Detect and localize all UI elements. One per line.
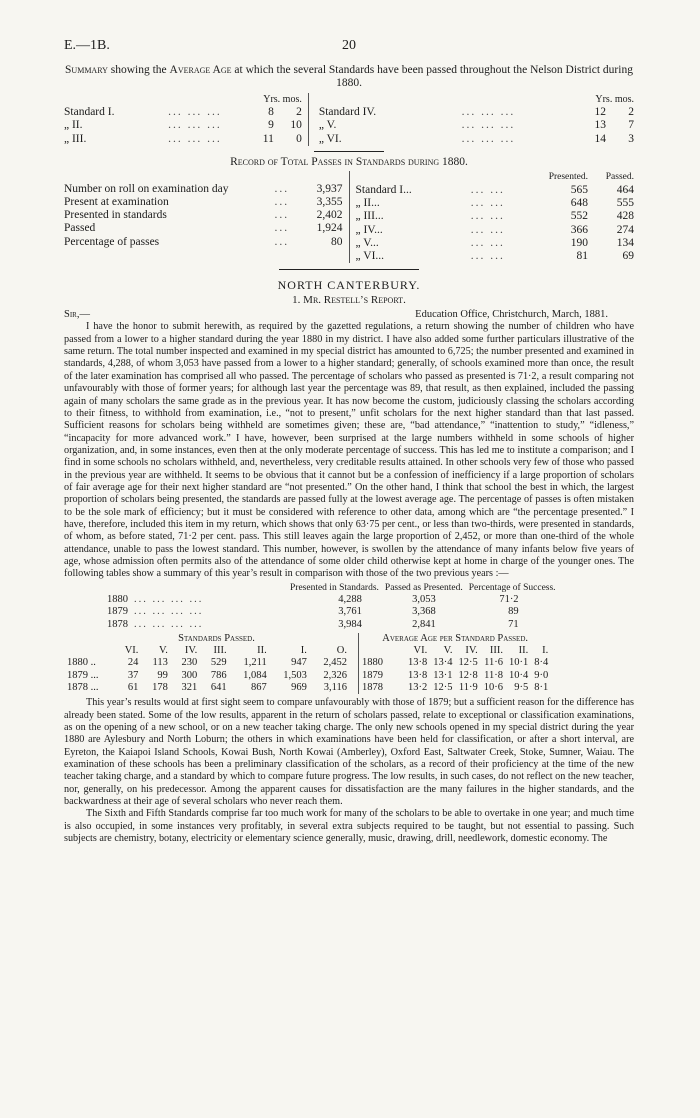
column-header: VI. [124,645,139,657]
value-cell: 300 [181,669,198,681]
value-cell: 113 [152,657,168,669]
column-header: VI. [413,645,428,657]
divider [314,151,384,152]
leader-dots: ... ... ... [168,119,222,132]
value-cell: 947 [291,657,307,669]
value-cell: 178 [152,682,168,694]
value-cell: 9·5 [514,682,529,694]
value-cell: 13·2 [408,682,428,694]
value-cell: 11·6 [484,657,503,669]
value-cell: 641 [210,682,227,694]
standard-passes-row [356,210,635,223]
stat-value: 3,937 [316,182,343,195]
column-header: II. [257,645,267,657]
value-cell: 8·1 [534,682,549,694]
summary-row [319,106,634,119]
value-cell: 61 [127,682,139,694]
comparison-row [104,606,559,618]
record-stats-column [64,171,350,263]
stat-row [64,209,343,222]
standard-label: „ II. [64,119,83,132]
column-header: Presented in Standards. [290,582,379,593]
standard-label: „ V. [318,119,337,132]
stat-label: Percentage of passes [64,235,160,248]
total-passes-record [64,171,634,263]
standard-label: „ VI. [318,132,342,145]
report-paragraph-2: This year’s results would at first sight seem to compare unfavourably with those of 1879; but a sufficient reason for the difference has already been stated. Some of the low results, apparent in the return of scholars passed, relate to exceptional or classification examinations, as on the opening of a new school, or on a new teacher taking charge. The only new schools opened in my special district during the year 1880 are Aylesbury and North Loburn; the others in which examinations have been held for classification, or after a short interval, are Eyreton, the Kaiapoi Island Schools, Kowai Bush, North Kowai (Amberley), Oxford East, Saltwater Creek, Stoke, Sumner, Waiau. The examination of these schools has been a preliminary classification of the scholars, as a record of their proficiency at the time of the new teacher taking charge, and a standard by which to compare future progress. The low results, in such cases, do not reflect on the new teacher, nor, generally, on his predecessor. Among the apparent causes for dissatisfaction are the many failures in the higher standards, and the backwardness at their age of several scholars who never reach them. [64,697,634,808]
summary-row [319,119,634,132]
summary-row [64,133,302,146]
value-cell: 99 [157,669,168,681]
passed-value: 69 [622,250,634,263]
office-dateline: Education Office, Christchurch, March, 1881. [415,309,608,321]
page [64,38,634,845]
value-cell: 13·8 [408,657,428,669]
year-cell: 1878 ... [67,682,99,694]
column-header: Passed as Presented. [384,582,463,593]
standard-label: „ IV... [355,223,383,236]
record-caption: Record of Total Passes in Standards during 1880. [230,155,468,168]
standard-label: „ III. [64,132,87,145]
leader-dots: ... ... [470,210,505,223]
column-header: III. [213,645,227,657]
value-cell: 3,116 [323,682,347,694]
years-value: 8 [268,106,274,119]
leader-dots: ... [274,209,290,222]
value-cell: 37 [127,669,139,681]
percentage-cell: 89 [508,606,519,618]
column-header: V. [443,645,453,657]
value-cell: 10·1 [509,657,529,669]
years-value: 12 [594,106,606,119]
presented-cell: 4,288 [338,593,362,605]
percentage-cell: 71·2 [499,593,519,605]
value-cell: 11·8 [484,669,503,681]
column-header: Percentage of Success. [468,582,556,593]
column-header: IV. [184,645,198,657]
value-cell: 9·0 [534,669,549,681]
standard-passes-row [356,250,635,263]
year-cell: 1880 [107,593,128,605]
leader-dots: ... ... ... [461,119,516,132]
year-cell: 1879 [362,669,383,681]
leader-dots: ... ... ... ... [134,618,204,630]
value-cell: 24 [127,657,139,669]
leader-dots: ... [274,235,290,248]
column-header: I. [300,645,307,657]
summary-left-column: Yrs. mos. Standard I. ... ... ... 8 2 „ II. ... ... ... 9 10 „ III. ... ... ... 11 0 [64,93,309,146]
record-standards-column: Presented. Passed. Standard I... ... ... 565 464 „ II... ... ... 648 555 „ III... ... ... 552 428 „ IV... ... ... 366 274 „ V... ... ... 190 134 „ VI... ... ... 81 69 [355,171,634,263]
page-number: 20 [342,38,356,53]
value-cell: 12·5 [433,682,453,694]
stat-value: 3,355 [316,196,343,209]
standard-label: Standard IV. [318,106,377,119]
standard-label: „ VI... [355,250,385,263]
column-header: V. [158,645,168,657]
table-row [359,657,552,669]
value-cell: 2,326 [323,669,347,681]
leader-dots: ... ... [470,250,505,263]
months-value: 10 [290,119,302,132]
report-paragraph-1: I have the honor to submit herewith, as required by the gazetted regulations, a return showing the number of children who have passed from a lower to a higher standard during the year 1880 in my district. I have also added some further particulars illustrative of the same return. The total number inspected and examined in my special district has amounted to 6,725; the number presented and examined in standards, 4,288, of whom 3,053 have passed from a lower to a higher standard; generally, of schools examined more than once, the result of the later examination has comprised all who passed. The percentage of scholars who passed as presented is 71·2, a result comparing not unfavourably with those of former years; for although last year the percentage was 89, that result, as then explained, included the passing again of many scholars the same grade as in the previous year. It has now become the custom, judiciously classing the scholars according to their fitness, to withhold from examination, i.e., “not to present,” unfit scholars for the next higher standard than that last passed. Sufficient reasons for scholars being withheld are sometimes given; these are, “bad attendance,” “inattention to study,” “idleness,” “incapacity for more advanced work.” I have, however, been surprised at the large numbers withheld in some schools of higher organization, and, in some instances, even then at the only moderate percentage of success. This has led me to institute a comparison; and I find in some schools no scholars withheld, and, nevertheless, very creditable results attained. In other schools very few of those who passed in the previous year are withheld. It seems to be obvious that it cannot but be a confession of inefficiency if a large proportion of scholars of fair average age for their next higher standard are “not presented.” On the other hand, I think that school the best in which, the largest proportion of scholars being presented, the standards are passed fully at the lowest average age. The percentage of passes is often mistaken to be the sole mark of efficiency; but it must be considered with reference to other data, among which are “the percentage presented.” I have, therefore, included this item in my return, which shows that only 63·75 per cent., or less than two-thirds, were presented in standards, of whom, as before stated, 71·2 per cent. pass. This still leaves again the large proportion of 2,452, or more than one-third of the whole attendance, unable to pass the lowest standard. This number, however, is swollen by the attendance of many infants below five years of age, whose admission often permits also of the attendance of some older child otherwise kept at home in charge of the younger ones. The following tables show a summary of this year’s result in comparison with those of the two previous years :— [64,321,634,580]
value-cell: 13·4 [433,657,453,669]
table-row [359,670,552,682]
table-row [64,670,350,682]
standard-label: „ II... [355,197,380,210]
months-value: 3 [628,132,634,145]
summary-row [64,119,302,132]
summary-caption: Summary showing the Average Age at which the several Standards have been passed throughout the Nelson District during 1880. [65,64,633,89]
standard-passes-row [356,184,635,197]
value-cell: 10·6 [483,682,503,694]
leader-dots: ... ... [470,197,505,210]
year-cell: 1878 [362,682,383,694]
report-paragraph-3: The Sixth and Fifth Standards comprise far too much work for many of the scholars to be able to overtake in one year; and much time is also occupied, in some instances very profitably, in several extra subjects required to be taught, but not essential to passing. Such subjects are chemistry, botany, electricity or elementary science generally, music, drawing, drill, needlework, domestic economy. The [64,808,634,845]
presented-value: 565 [570,184,588,197]
value-cell: 1,084 [243,669,267,681]
standard-label: Standard I... [355,184,412,197]
years-value: 9 [268,119,274,132]
summary-right-column: Yrs. mos. Standard IV. ... ... ... 12 2 „ V. ... ... ... 13 7 „ VI. ... ... ... 14 3 [318,94,634,145]
years-value: 11 [262,132,274,145]
section-title: NORTH CANTERBURY. [277,278,421,293]
presented-cell: 3,761 [338,606,362,618]
value-cell: 786 [210,669,227,681]
value-cell: 12·5 [458,657,478,669]
letter-opening [64,308,634,321]
stat-value: 2,402 [316,209,343,222]
passed-cell: 2,841 [412,618,436,630]
value-cell: 1,503 [283,669,307,681]
standard-label: Standard I. [64,106,115,119]
average-age-summary [64,93,634,146]
leader-dots: ... ... ... [461,132,516,145]
months-value: 2 [296,106,302,119]
standard-passes-row [356,237,635,250]
report-reference: E.—1B. [64,38,110,53]
stat-row [64,222,343,235]
leader-dots: ... ... ... [461,106,516,119]
column-header: I. [542,645,549,657]
value-cell: 11·9 [458,682,478,694]
comparison-table [104,582,559,631]
standard-label: „ III... [355,210,384,223]
column-header: III. [489,645,503,657]
months-value: 7 [628,119,634,132]
passed-value: 428 [616,210,634,223]
passed-value: 555 [616,197,634,210]
year-cell: 1880 [362,657,383,669]
value-cell: 2,452 [323,657,347,669]
report-subtitle: 1. Mr. Restell’s Report. [292,294,406,307]
passed-value: 274 [616,223,634,236]
presented-value: 81 [576,250,588,263]
passed-value: 464 [616,184,634,197]
presented-value: 648 [570,197,588,210]
presented-value: 190 [570,236,588,249]
year-cell: 1879 [107,606,128,618]
presented-cell: 3,984 [338,618,362,630]
value-cell: 529 [210,657,227,669]
divider [279,269,419,270]
months-value: 2 [628,106,634,119]
column-header: II. [518,645,529,657]
stat-row [64,183,343,196]
year-cell: 1880 .. [67,657,96,669]
stat-label: Passed [64,222,96,235]
stat-label: Number on roll on examination day [64,182,229,195]
passed-cell: 3,053 [412,593,436,605]
value-cell: 12·8 [458,669,478,681]
value-cell: 321 [181,682,198,694]
presented-value: 366 [570,223,588,236]
stat-value: 1,924 [316,222,343,235]
comparison-row [104,619,559,631]
summary-row [319,133,634,146]
value-cell: 13·1 [433,669,453,681]
standard-passes-row [356,224,635,237]
stat-value: 80 [331,235,343,248]
standards-tables [64,633,634,694]
months-value: 0 [296,132,302,145]
comparison-row [104,594,559,606]
leader-dots: ... ... ... [168,106,222,119]
column-header: O. [336,645,347,657]
stat-label: Presented in standards [64,209,167,222]
standard-passes-row [356,197,635,210]
leader-dots: ... ... ... ... [134,593,204,605]
leader-dots: ... ... ... ... [134,606,204,618]
leader-dots: ... ... ... [168,132,222,145]
table-row [64,657,350,669]
value-cell: 1,211 [243,657,267,669]
years-value: 14 [594,132,606,145]
value-cell: 867 [251,682,267,694]
leader-dots: ... [274,222,290,235]
value-cell: 10·4 [509,669,529,681]
salutation: Sir,— [64,309,90,321]
passed-cell: 3,368 [412,606,436,618]
value-cell: 8·4 [534,657,549,669]
summary-row [64,106,302,119]
leader-dots: ... ... [470,184,505,197]
page-header [64,38,634,64]
leader-dots: ... [274,196,290,209]
table-row [359,682,552,694]
value-cell: 230 [181,657,198,669]
leader-dots: ... ... [470,236,505,249]
years-value: 13 [594,119,606,132]
percentage-cell: 71 [508,618,519,630]
stat-label: Present at examination [64,196,169,209]
year-cell: 1878 [107,618,128,630]
passed-value: 134 [616,236,634,249]
value-cell: 13·8 [408,669,428,681]
stat-row [64,236,343,249]
column-header: IV. [465,645,478,657]
leader-dots: ... ... [470,223,505,236]
stat-row [64,196,343,209]
standards-passed-table: Standards Passed. VI. V. IV. III. II. I. O. 1880 .. 24 113 230 529 1,211 947 2,452 1879 ... 37 99 300 786 1,084 1,503 2,326 1878 ... 61 178 321 641 867 969 3,116 [64,633,350,694]
leader-dots: ... [274,182,290,195]
presented-value: 552 [570,210,588,223]
year-cell: 1879 ... [67,669,99,681]
standard-label: „ V... [355,236,379,249]
average-age-table: Average Age per Standard Passed. VI. V. IV. III. II. I. 1880 13·8 13·4 12·5 11·6 10·1 8·4 1879 13·8 13·1 12·8 11·8 10·4 9·0 1878 13·2 12·5 11·9 10·6 9·5 8·1 [358,633,551,694]
table-row [64,682,350,694]
value-cell: 969 [291,682,307,694]
